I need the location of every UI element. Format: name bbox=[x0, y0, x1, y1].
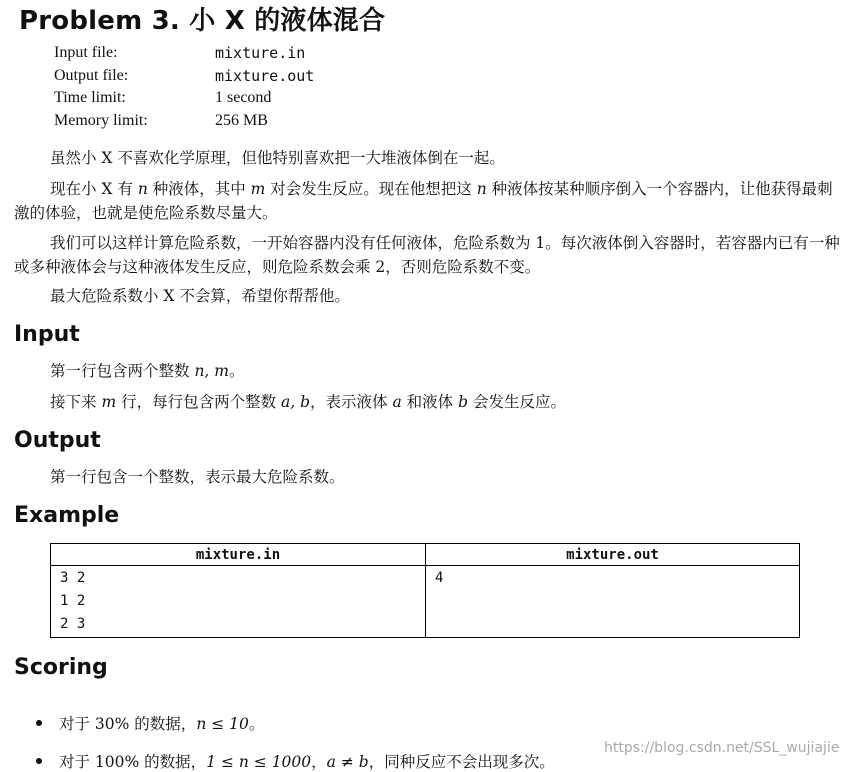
input-l1-text-b: 。 bbox=[228, 362, 245, 380]
meta-time-label: Time limit: bbox=[54, 89, 126, 107]
meta-input-value: mixture.in bbox=[215, 44, 306, 63]
p2-text-c: 对会发生反应。现在他想把这 bbox=[265, 180, 477, 198]
p2-var-n2: n bbox=[476, 180, 487, 198]
input-l2-text-d: 和液体 bbox=[401, 393, 459, 411]
example-input-line: 1 2 bbox=[60, 593, 86, 609]
meta-row-output bbox=[54, 65, 314, 88]
scoring-item-2 bbox=[36, 750, 555, 772]
problem-title: Problem 3. 小 X 的液体混合 bbox=[19, 6, 386, 36]
scoring-1-math: n ≤ 10 bbox=[196, 715, 249, 733]
example-input-line: 2 3 bbox=[60, 616, 86, 632]
scoring-2-math-1: 1 ≤ n ≤ 1000 bbox=[206, 753, 312, 771]
input-l2-var-b: b bbox=[458, 393, 469, 411]
scoring-2-text-a: 对于 100% 的数据， bbox=[59, 753, 207, 771]
example-table bbox=[50, 543, 800, 638]
meta-row-memory bbox=[54, 110, 314, 133]
input-l2-var-a: a bbox=[392, 393, 402, 411]
example-input-lines bbox=[51, 566, 425, 636]
p2-text-b: 种液体，其中 bbox=[147, 180, 251, 198]
p2-var-n: n bbox=[137, 180, 148, 198]
p2-text-a: 现在小 X 有 bbox=[50, 180, 138, 198]
scoring-2-math-2: a ≠ b bbox=[326, 753, 369, 771]
input-l2-text-b: 行，每行包含两个整数 bbox=[116, 393, 281, 411]
statement-paragraph-2 bbox=[14, 177, 840, 225]
example-output-column bbox=[426, 544, 799, 637]
bullet-dot-icon bbox=[36, 720, 42, 726]
scoring-item-1 bbox=[36, 712, 264, 734]
scoring-heading: Scoring bbox=[14, 655, 108, 680]
input-l1-vars: n, m bbox=[194, 362, 229, 380]
p2-text-d: 种液体按某种顺序倒入一个容器内，让他获得最刺激的体验，也就是使危险系数尽量大。 bbox=[14, 180, 833, 222]
example-heading: Example bbox=[14, 503, 120, 528]
input-l1-text-a: 第一行包含两个整数 bbox=[50, 362, 195, 380]
input-heading: Input bbox=[14, 322, 80, 347]
meta-memory-label: Memory limit: bbox=[54, 111, 148, 129]
example-output-line: 4 bbox=[435, 570, 444, 586]
scoring-2-sep: ， bbox=[311, 753, 327, 771]
input-l2-var-m: m bbox=[101, 393, 117, 411]
meta-output-label: Output file: bbox=[54, 66, 129, 84]
input-l2-vars-ab: a, b bbox=[281, 393, 311, 411]
input-line-1 bbox=[14, 359, 840, 383]
statement-paragraph-1: 虽然小 X 不喜欢化学原理，但他特别喜欢把一大堆液体倒在一起。 bbox=[50, 149, 505, 167]
input-l2-text-a: 接下来 bbox=[50, 393, 102, 411]
scoring-1-text-a: 对于 30% 的数据， bbox=[59, 715, 197, 733]
bullet-dot-icon bbox=[36, 758, 42, 764]
example-input-header: mixture.in bbox=[51, 544, 425, 566]
example-input-line: 3 2 bbox=[60, 570, 86, 586]
problem-meta-table bbox=[54, 42, 314, 132]
output-line-1: 第一行包含一个整数，表示最大危险系数。 bbox=[50, 468, 345, 486]
meta-input-label: Input file: bbox=[54, 44, 118, 62]
statement-paragraph-4: 最大危险系数小 X 不会算，希望你帮帮他。 bbox=[50, 287, 350, 305]
example-output-header: mixture.out bbox=[426, 544, 799, 566]
meta-output-value: mixture.out bbox=[215, 66, 315, 85]
p2-var-m: m bbox=[250, 180, 266, 198]
meta-row-time bbox=[54, 87, 314, 110]
meta-memory-value: 256 MB bbox=[215, 111, 268, 129]
example-input-column bbox=[51, 544, 426, 637]
scoring-1-text-b: 。 bbox=[248, 715, 265, 733]
example-output-lines bbox=[426, 566, 799, 590]
watermark-text: https://blog.csdn.net/SSL_wujiajie bbox=[604, 740, 840, 756]
output-heading: Output bbox=[14, 428, 101, 453]
meta-row-input bbox=[54, 42, 314, 65]
input-line-2 bbox=[14, 390, 840, 414]
meta-time-value: 1 second bbox=[215, 89, 272, 107]
input-l2-text-e: 会发生反应。 bbox=[468, 393, 566, 411]
input-l2-text-c: ，表示液体 bbox=[310, 393, 393, 411]
scoring-2-text-b: ，同种反应不会出现多次。 bbox=[368, 753, 555, 771]
statement-paragraph-3: 我们可以这样计算危险系数，一开始容器内没有任何液体，危险系数为 1。每次液体倒入容器时，若容器内已有一种或多种液体会与这种液体发生反应，则危险系数会乘 2，否则危险系数不变。 bbox=[14, 234, 840, 276]
